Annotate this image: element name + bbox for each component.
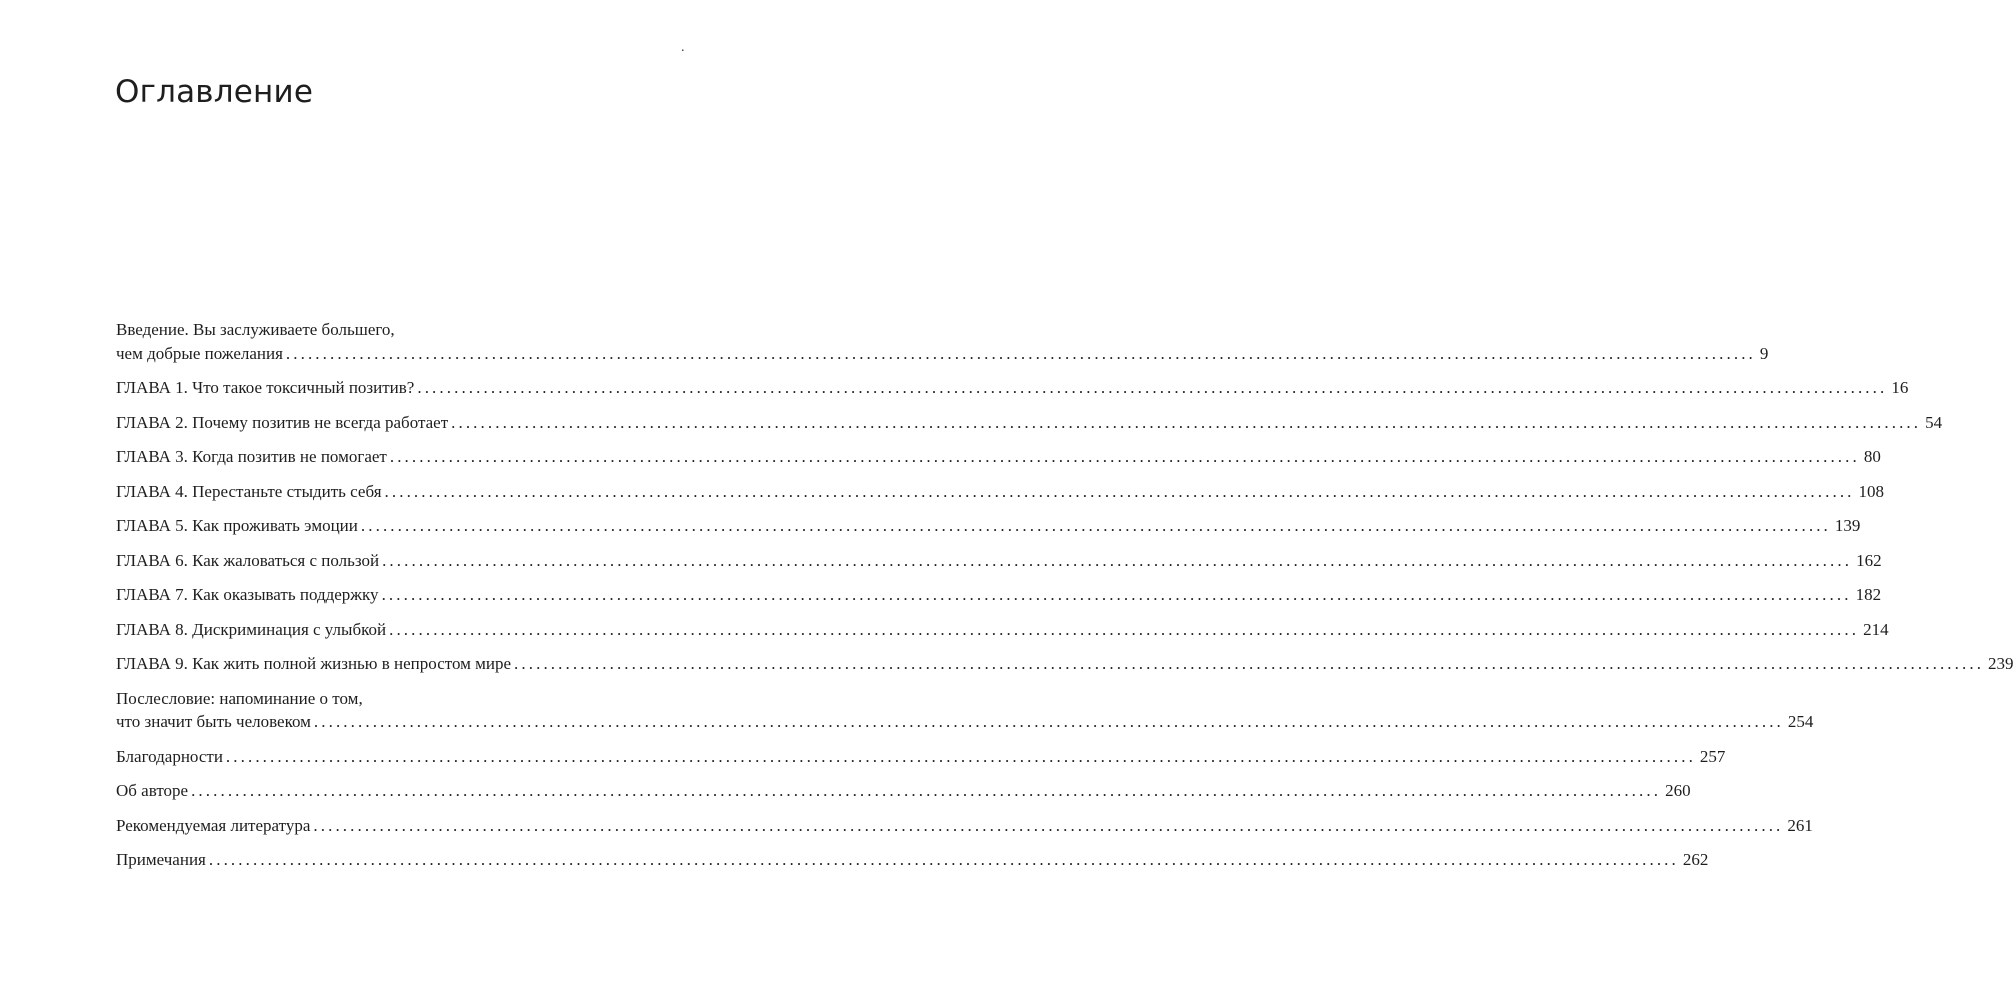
toc-entry-page-number: 262: [1682, 850, 1709, 869]
toc-entry[interactable]: [116, 445, 1881, 469]
toc-entry-line: [116, 583, 1882, 607]
toc-entry-page-number: 260: [1665, 781, 1691, 800]
toc-entry-page-number: 162: [1856, 550, 1882, 570]
toc-entry-page-number: 257: [1699, 746, 1726, 766]
toc-entry[interactable]: [116, 583, 1882, 607]
toc-entry[interactable]: [116, 318, 1769, 365]
dot-leader: ........................................................................................................................................................................................................: [313, 712, 1784, 731]
dot-leader: ........................................................................................................................................................................................................: [208, 850, 1679, 869]
toc-entry-title: Благодарности: [116, 746, 223, 766]
toc-entry-line: [116, 342, 1769, 366]
dot-leader: ........................................................................................................................................................................................................: [382, 550, 1853, 570]
page-mark: .: [681, 40, 685, 55]
toc-entry[interactable]: [116, 618, 1889, 642]
toc-entry-line: [116, 514, 1861, 538]
toc-entry-title: ГЛАВА 5. Как проживать эмоции: [116, 516, 358, 535]
dot-leader: ........................................................................................................................................................................................................: [417, 378, 1888, 397]
toc-entry-page-number: 9: [1759, 343, 1769, 363]
dot-leader: ........................................................................................................................................................................................................: [360, 516, 1831, 535]
toc-entry-first-line: [116, 687, 686, 711]
toc-entry-page-number: 239: [1988, 654, 2014, 673]
toc-entry-title: Об авторе: [116, 781, 189, 800]
toc-entry[interactable]: [116, 480, 1885, 504]
toc-entry-page-number: 182: [1855, 585, 1882, 604]
toc-entry-page-number: 16: [1891, 378, 1909, 397]
toc-entry-title: ГЛАВА 1. Что такое токсичный позитив?: [116, 378, 415, 397]
dot-leader: ........................................................................................................................................................................................................: [191, 781, 1662, 800]
toc-entry-title: ГЛАВА 9. Как жить полной жизнью в непростом мире: [116, 654, 512, 673]
toc-entry-title: ГЛАВА 3. Когда позитив не помогает: [116, 447, 387, 466]
toc-entry-page-number: 214: [1863, 619, 1889, 639]
toc-entry-line: [116, 710, 1814, 734]
toc-entry[interactable]: [116, 411, 1943, 435]
toc-entry[interactable]: [116, 376, 1909, 400]
toc-entry[interactable]: [116, 779, 1691, 803]
toc-entry-line: [116, 480, 1885, 504]
toc-entry-line: [116, 814, 1813, 838]
dot-leader: ........................................................................................................................................................................................................: [389, 447, 1860, 466]
toc-entry-title: чем добрые пожелания: [116, 343, 283, 363]
toc-entry[interactable]: [116, 848, 1709, 872]
toc-entry[interactable]: [116, 687, 1814, 734]
dot-leader: ........................................................................................................................................................................................................: [451, 412, 1922, 432]
toc-entry-page-number: 54: [1925, 412, 1943, 432]
dot-leader: ........................................................................................................................................................................................................: [285, 343, 1756, 363]
dot-leader: ........................................................................................................................................................................................................: [384, 481, 1855, 501]
toc-entry-line: [116, 376, 1909, 400]
toc-entry-first-line: [116, 318, 686, 342]
toc-entry[interactable]: [116, 514, 1861, 538]
toc-entry-line: [116, 745, 1726, 769]
toc-entry-page-number: 80: [1863, 447, 1881, 466]
toc-entry-title: ГЛАВА 8. Дискриминация с улыбкой: [116, 619, 387, 639]
toc-entry-title: ГЛАВА 4. Перестаньте стыдить себя: [116, 481, 382, 501]
dot-leader: ........................................................................................................................................................................................................: [225, 746, 1696, 766]
toc-entry-title: что значит быть человеком: [116, 712, 311, 731]
toc-entry-title: ГЛАВА 6. Как жаловаться с пользой: [116, 550, 380, 570]
dot-leader: ........................................................................................................................................................................................................: [514, 654, 1985, 673]
toc-entry-title-line1: Введение. Вы заслуживаете большего,: [116, 320, 395, 339]
toc-entry-title-line1: Послесловие: напоминание о том,: [116, 688, 363, 708]
toc-entry-line: [116, 549, 1882, 573]
toc-entry-title: Рекомендуемая литература: [116, 815, 311, 835]
toc-entry-title: ГЛАВА 2. Почему позитив не всегда работает: [116, 412, 449, 432]
dot-leader: ........................................................................................................................................................................................................: [389, 619, 1860, 639]
toc-entry-line: [116, 652, 2014, 676]
toc-entry-line: [116, 618, 1889, 642]
toc-entry-page-number: 261: [1787, 815, 1813, 835]
toc-entry-title: Примечания: [116, 850, 206, 869]
dot-leader: ........................................................................................................................................................................................................: [313, 815, 1784, 835]
toc-entry-line: [116, 411, 1943, 435]
page-title: Оглавление: [115, 74, 314, 110]
toc-entry-line: [116, 848, 1709, 872]
toc-entry-title: ГЛАВА 7. Как оказывать поддержку: [116, 585, 379, 604]
toc-entry-line: [116, 445, 1881, 469]
toc-entry[interactable]: [116, 814, 1813, 838]
table-of-contents: [116, 318, 2014, 883]
toc-entry[interactable]: [116, 549, 1882, 573]
dot-leader: ........................................................................................................................................................................................................: [381, 585, 1852, 604]
toc-entry-page-number: 108: [1858, 481, 1885, 501]
toc-entry[interactable]: [116, 745, 1726, 769]
toc-entry[interactable]: [116, 652, 2014, 676]
toc-entry-page-number: 254: [1787, 712, 1814, 731]
toc-entry-page-number: 139: [1834, 516, 1861, 535]
toc-entry-line: [116, 779, 1691, 803]
